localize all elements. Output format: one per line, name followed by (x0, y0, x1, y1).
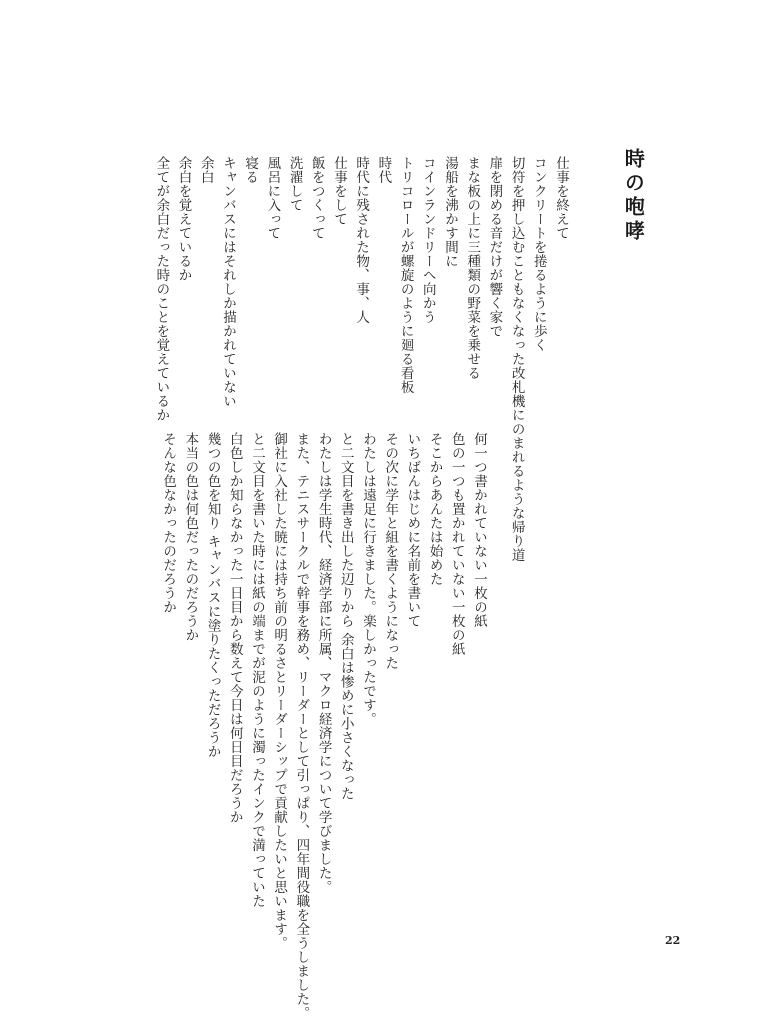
poem-line: また、テニスサークルで幹事を務め、リーダーとして引っぱり、四年間役職を全うしました。 (293, 432, 310, 1020)
poem-line: 湯船を沸かす間に (441, 156, 458, 268)
poem-line: 御社に入社した暁には持ち前の明るさとリーダーシップで貢献したいと思います。 (271, 432, 288, 950)
poem-line: 仕事を終えて (553, 156, 569, 240)
poem-line: 本当の色は何色だったのだろうか (182, 432, 199, 642)
poem-line: わたしは遠足に行きました。楽しかったです。 (359, 432, 376, 726)
poem-line: 時代に残された物、事、人 (353, 156, 370, 324)
poem-line: 余白を覚えているか (175, 156, 192, 282)
poem-line: と二文目を書いた時には紙の端までが泥のように濁ったインクで満っていた (248, 432, 265, 908)
poem-line: 飯をつくって (308, 156, 325, 240)
poem-line: 時代 (375, 156, 392, 184)
poem-line: 全てが余白だった時のことを覚えているか (153, 156, 170, 422)
poem-line: 何一つ書かれていない一枚の紙 (471, 432, 487, 628)
stanza-second (157, 432, 490, 1020)
poem-line: 切符を押し込むこともなくなった改札機にのまれるような帰り道 (508, 156, 525, 562)
poem-line: まな板の上に三種類の野菜を乗せる (464, 156, 481, 380)
poem-line: わたしは学生時代、経済学部に所属、マクロ経済学について学びました。 (315, 432, 332, 894)
page-number: 22 (665, 934, 681, 947)
poem-line: キャンバスにはそれしか描かれていない (219, 156, 236, 408)
poem-line: コインランドリーへ向かう (419, 156, 436, 324)
poem-line: そんな色なかったのだろうか (160, 432, 177, 614)
poem-line: 扉を閉める音だけが響く家で (486, 156, 503, 338)
poem-line: コンクリートを捲るように歩く (530, 156, 547, 352)
poem-line: 仕事をして (330, 156, 347, 226)
poem-line: 洗濯して (286, 156, 303, 212)
poem-line: 幾つの色を知り キャンバスに塗りたくっただろうか (204, 432, 221, 759)
poem-line: と二文目を書き出した辺りから 余白は惨めに小さくなった (337, 432, 354, 801)
poem-line: その次に学年と組を書くようになった (382, 432, 399, 670)
poem-line: 寝る (242, 156, 259, 184)
poem-line: 色の一つも置かれていない一枚の紙 (448, 432, 465, 656)
poem-line: そこからあんたは始めた (426, 432, 443, 586)
poem-line: いちばんはじめに名前を書いて (404, 432, 421, 628)
poem-line: 余白 (197, 156, 214, 184)
poem-line: 風呂に入って (264, 156, 281, 240)
poem-line: トリコロールが螺旋のように廻る看板 (397, 156, 414, 394)
poem-line: 白色しか知らなかった一日目から数えて今日は何日目だろうか (226, 432, 243, 824)
poem-title: 時の咆哮 (621, 148, 646, 244)
